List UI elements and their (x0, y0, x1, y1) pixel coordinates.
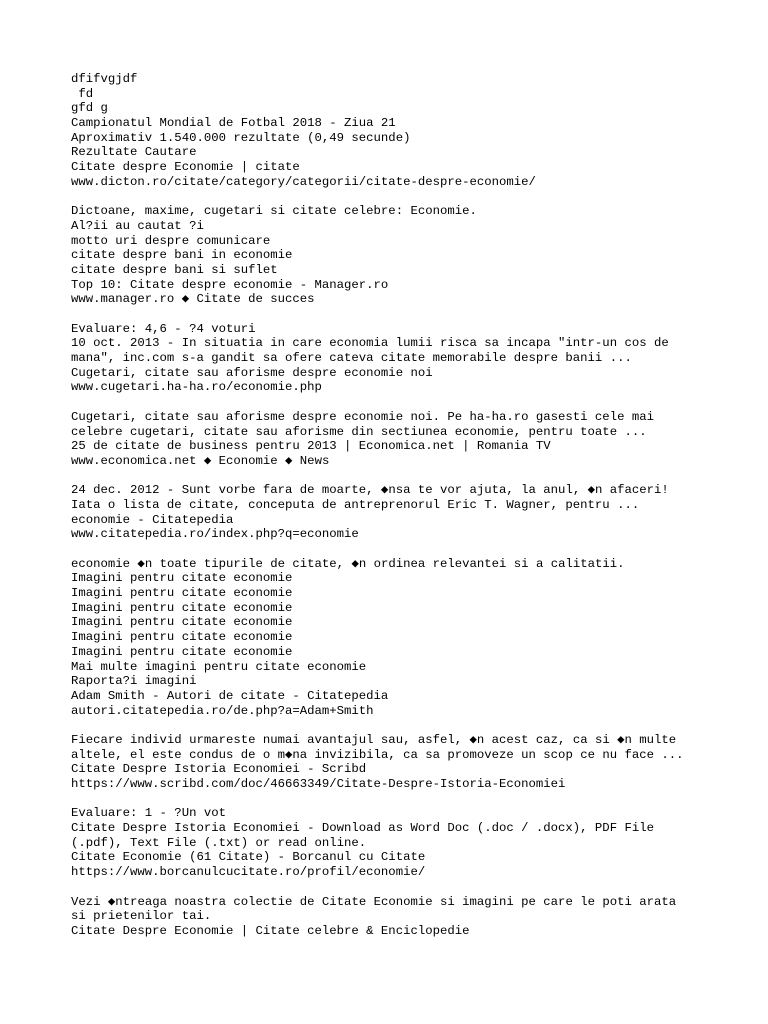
text-line: Imagini pentru citate economie (71, 571, 293, 586)
text-line: Al?ii au cautat ?i (71, 218, 204, 233)
text-line: autori.citatepedia.ro/de.php?a=Adam+Smith (71, 703, 374, 718)
text-line: Imagini pentru citate economie (71, 630, 293, 645)
text-line: economie ◆n toate tipurile de citate, ◆n ordinea relevantei si a calitatii. (71, 556, 625, 571)
text-line: citate despre bani si suflet (71, 262, 278, 277)
text-line: www.citatepedia.ro/index.php?q=economie (71, 527, 359, 542)
blank-line (71, 880, 711, 895)
blank-line (71, 718, 711, 733)
text-line: Raporta?i imagini (71, 674, 197, 689)
text-line: Fiecare individ urmareste numai avantajul sau, asfel, ◆n acest caz, ca si ◆n multe (71, 732, 677, 747)
text-line: Dictoane, maxime, cugetari si citate celebre: Economie. (71, 204, 477, 219)
text-line: Aproximativ 1.540.000 rezultate (0,49 secunde) (71, 130, 411, 145)
blank-line (71, 792, 711, 807)
text-line: Imagini pentru citate economie (71, 644, 293, 659)
text-line: www.dicton.ro/citate/category/categorii/citate-despre-economie/ (71, 174, 536, 189)
text-line: Imagini pentru citate economie (71, 615, 293, 630)
blank-line (71, 542, 711, 557)
text-line: https://www.scribd.com/doc/46663349/Citate-Despre-Istoria-Economiei (71, 777, 566, 791)
text-line: mana", inc.com s-a gandit sa ofere cateva citate memorabile despre banii ... (71, 351, 632, 366)
text-line: altele, el este condus de o m◆na invizibila, ca sa promoveze un scop ce nu face ... (71, 747, 684, 762)
text-line: Cugetari, citate sau aforisme despre economie noi. Pe ha-ha.ro gasesti cele mai (71, 409, 654, 424)
text-line: citate despre bani in economie (71, 248, 293, 263)
text-line: 24 dec. 2012 - Sunt vorbe fara de moarte, ◆nsa te vor ajuta, la anul, ◆n afaceri! (71, 483, 669, 498)
text-line: Evaluare: 4,6 - ?4 voturi (71, 321, 256, 336)
text-line: 25 de citate de business pentru 2013 | Economica.net | Romania TV (71, 439, 551, 454)
text-line: Vezi ◆ntreaga noastra colectie de Citate Economie si imagini pe care le poti arata (71, 894, 677, 909)
text-line: celebre cugetari, citate sau aforisme din sectiunea economie, pentru toate ... (71, 424, 647, 439)
text-line: Cugetari, citate sau aforisme despre economie noi (71, 365, 433, 380)
text-line: Evaluare: 1 - ?Un vot (71, 806, 226, 821)
text-line: Citate Despre Istoria Economiei - Download as Word Doc (.doc / .docx), PDF File (71, 821, 654, 836)
text-line: www.manager.ro ◆ Citate de succes (71, 292, 315, 307)
text-line: si prietenilor tai. (71, 909, 212, 924)
text-line: economie - Citatepedia (71, 512, 234, 527)
text-line: Citate Despre Istoria Economiei - Scribd (71, 762, 367, 777)
blank-line (71, 307, 711, 322)
text-line: www.cugetari.ha-ha.ro/economie.php (71, 380, 322, 395)
text-line: dfifvgjdf (71, 72, 138, 86)
text-line: www.economica.net ◆ Economie ◆ News (71, 453, 330, 468)
text-line: Citate despre Economie | citate (71, 160, 300, 175)
text-line: Imagini pentru citate economie (71, 600, 293, 615)
text-line: Rezultate Cautare (71, 145, 197, 160)
text-line: Top 10: Citate despre economie - Manager.ro (71, 277, 389, 292)
text-line: Citate Despre Economie | Citate celebre & Enciclopedie (71, 923, 470, 938)
text-line: 10 oct. 2013 - In situatia in care economia lumii risca sa incapa "intr-un cos de (71, 336, 669, 351)
text-line: (.pdf), Text File (.txt) or read online. (71, 835, 367, 850)
text-line: https://www.borcanulcucitate.ro/profil/economie/ (71, 865, 426, 880)
text-line: fd (71, 86, 94, 101)
document-text (71, 72, 711, 939)
text-line: Mai multe imagini pentru citate economie (71, 659, 367, 674)
text-line: Adam Smith - Autori de citate - Citatepedia (71, 688, 389, 703)
text-line: Imagini pentru citate economie (71, 586, 293, 601)
text-line: gfd g (71, 101, 108, 116)
text-line: motto uri despre comunicare (71, 233, 271, 248)
text-line: Iata o lista de citate, conceputa de antreprenorul Eric T. Wagner, pentru ... (71, 497, 640, 512)
blank-line (71, 395, 711, 410)
text-line: Citate Economie (61 Citate) - Borcanul cu Citate (71, 850, 426, 865)
blank-line (71, 469, 711, 484)
text-line: Campionatul Mondial de Fotbal 2018 - Ziua 21 (71, 116, 396, 131)
blank-line (71, 190, 711, 205)
